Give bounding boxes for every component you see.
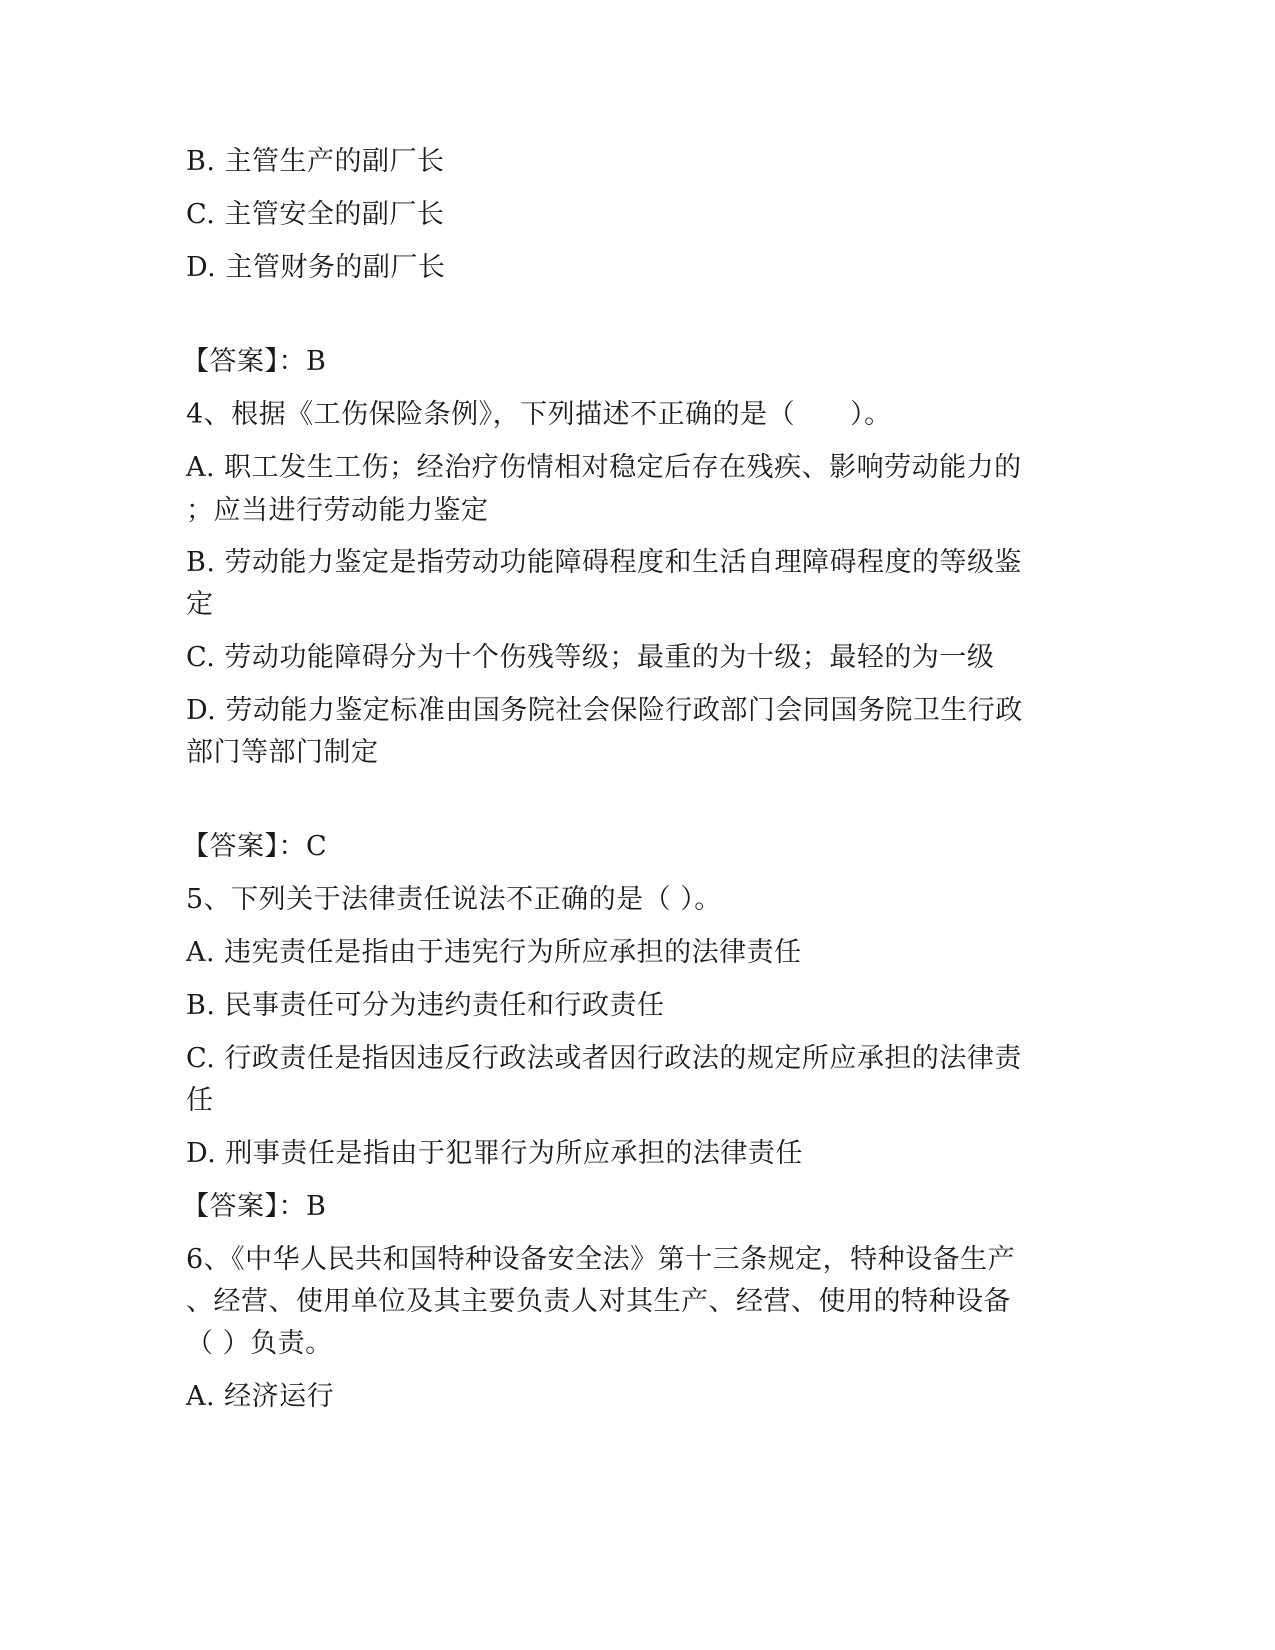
q4-option-d-line2: 部门等部门制定 <box>186 737 379 768</box>
q6-question-line2: 、经营、使用单位及其主要负责人对其生产、经营、使用的特种设备 <box>186 1286 1011 1317</box>
q3-option-c: C. 主管安全的副厂长 <box>186 199 445 230</box>
q4-option-b-line1: B. 劳动能力鉴定是指劳动功能障碍程度和生活自理障碍程度的等级鉴 <box>186 547 1023 578</box>
q5-option-b: B. 民事责任可分为违约责任和行政责任 <box>186 990 665 1021</box>
q5-answer: 【答案】：B <box>182 1191 327 1222</box>
q4-option-b-line2: 定 <box>186 589 214 620</box>
q3-option-b: B. 主管生产的副厂长 <box>186 146 445 177</box>
q4-question: 4、根据《工伤保险条例》，下列描述不正确的是（ ）。 <box>186 399 892 430</box>
q3-answer: 【答案】：B <box>182 346 327 377</box>
q5-option-a: A. 违宪责任是指由于违宪行为所应承担的法律责任 <box>186 937 802 968</box>
q6-option-a: A. 经济运行 <box>186 1381 335 1412</box>
q4-option-d-line1: D. 劳动能力鉴定标准由国务院社会保险行政部门会同国务院卫生行政 <box>186 695 1023 726</box>
q5-option-c-line1: C. 行政责任是指因违反行政法或者因行政法的规定所应承担的法律责 <box>186 1043 1022 1074</box>
q5-question: 5、下列关于法律责任说法不正确的是（ ）。 <box>186 884 722 915</box>
q3-option-d: D. 主管财务的副厂长 <box>186 252 446 283</box>
q6-question-line1: 6、《中华人民共和国特种设备安全法》第十三条规定，特种设备生产 <box>186 1244 1016 1275</box>
q5-option-d: D. 刑事责任是指由于犯罪行为所应承担的法律责任 <box>186 1138 803 1169</box>
q5-option-c-line2: 任 <box>186 1085 214 1116</box>
q4-option-c: C. 劳动功能障碍分为十个伤残等级；最重的为十级；最轻的为一级 <box>186 642 995 673</box>
q6-question-line3: （ ）负责。 <box>186 1328 333 1359</box>
q4-option-a-line2: ；应当进行劳动能力鉴定 <box>186 495 489 526</box>
q4-answer: 【答案】：C <box>182 831 328 862</box>
q4-option-a-line1: A. 职工发生工伤；经治疗伤情相对稳定后存在残疾、影响劳动能力的 <box>186 452 1022 483</box>
